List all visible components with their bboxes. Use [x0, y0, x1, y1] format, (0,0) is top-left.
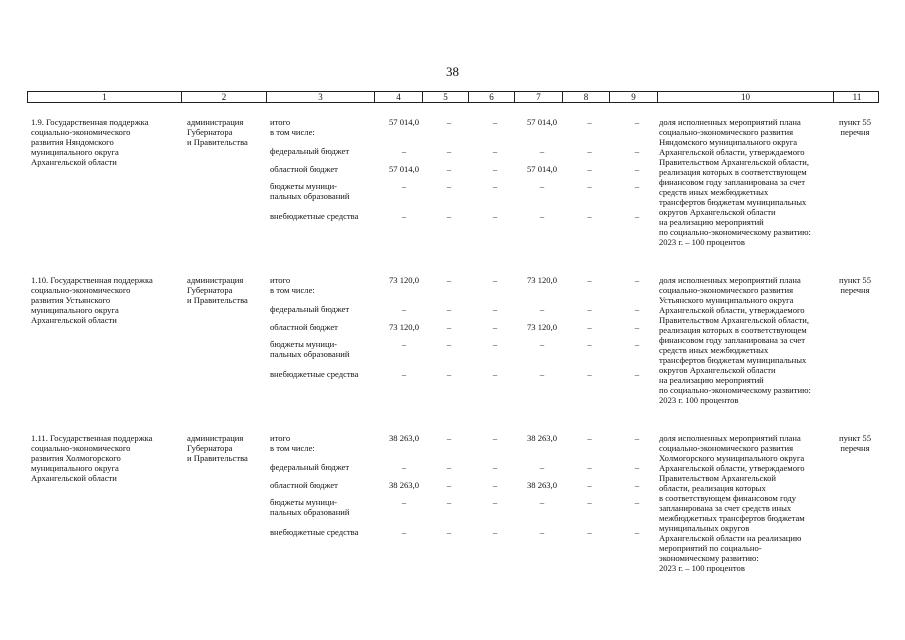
header-col-9: 9	[610, 92, 658, 102]
funding-source-label: областной бюджет	[270, 164, 338, 174]
table-row-block	[27, 275, 879, 425]
amount-cell: –	[446, 480, 452, 490]
amount-cell: –	[587, 146, 592, 156]
amount-cell: –	[492, 527, 498, 537]
executor: администрация Губернатора и Правительства	[187, 433, 248, 463]
amount-cell: –	[401, 211, 407, 221]
amount-cell: –	[492, 211, 498, 221]
header-col-1: 1	[28, 92, 182, 102]
funding-source-label: бюджеты муници- пальных образований	[270, 181, 350, 201]
amount-cell: 38 263,0	[388, 433, 420, 443]
amount-cell: 38 263,0	[526, 433, 558, 443]
amount-cell: –	[587, 181, 592, 191]
amount-cell: –	[539, 304, 545, 314]
amount-cell: –	[492, 480, 498, 490]
funding-source-label: внебюджетные средства	[270, 369, 359, 379]
amount-cell: 57 014,0	[526, 164, 558, 174]
amount-cell: –	[539, 369, 545, 379]
amount-cell: –	[587, 211, 592, 221]
header-col-3: 3	[267, 92, 375, 102]
amount-cell: 57 014,0	[388, 117, 420, 127]
clause-reference: пункт 55 перечня	[838, 433, 872, 453]
amount-cell: –	[539, 462, 545, 472]
amount-cell: –	[492, 369, 498, 379]
amount-cell: –	[401, 146, 407, 156]
funding-source-label: бюджеты муници- пальных образований	[270, 497, 350, 517]
header-col-8: 8	[563, 92, 610, 102]
funding-source-label: федеральный бюджет	[270, 146, 350, 156]
amount-cell: –	[539, 339, 545, 349]
amount-cell: 38 263,0	[526, 480, 558, 490]
funding-source-label: внебюджетные средства	[270, 527, 359, 537]
amount-cell: –	[446, 146, 452, 156]
amount-cell: –	[587, 322, 592, 332]
amount-cell: –	[634, 322, 640, 332]
amount-cell: –	[634, 480, 640, 490]
amount-cell: –	[587, 433, 592, 443]
header-col-6: 6	[469, 92, 515, 102]
amount-cell: –	[401, 304, 407, 314]
amount-cell: –	[587, 497, 592, 507]
clause-reference: пункт 55 перечня	[838, 117, 872, 137]
amount-cell: 73 120,0	[526, 322, 558, 332]
amount-cell: –	[446, 117, 452, 127]
amount-cell: –	[634, 497, 640, 507]
indicator-text: доля исполненных мероприятий плана социально-экономического развития Холмогорского муниципального округа Архангельской области, утверждаемого Правительством Архангельской области, реализация которых в соответствующем финансовом году запланирована за счет средств иных межбюджетных трансфертов бюджетам муниципальных округов Архангельской области на реализацию мероприятий по социально- экономическому развитию: 2023 г. – 100 процентов	[659, 433, 805, 573]
amount-cell: –	[634, 339, 640, 349]
amount-cell: –	[446, 275, 452, 285]
amount-cell: –	[446, 497, 452, 507]
amount-cell: –	[401, 369, 407, 379]
amount-cell: –	[492, 181, 498, 191]
amount-cell: –	[492, 275, 498, 285]
amount-cell: –	[492, 433, 498, 443]
header-col-10: 10	[658, 92, 834, 102]
amount-cell: –	[492, 164, 498, 174]
item-title: 1.10. Государственная поддержка социально-экономического развития Устьянского муниципального округа Архангельской области	[31, 275, 153, 325]
amount-cell: 73 120,0	[526, 275, 558, 285]
amount-cell: –	[634, 275, 640, 285]
amount-cell: –	[634, 304, 640, 314]
item-title: 1.9. Государственная поддержка социально-экономического развития Няндомского муниципального округа Архангельской области	[31, 117, 149, 167]
amount-cell: –	[401, 527, 407, 537]
amount-cell: –	[634, 462, 640, 472]
amount-cell: –	[634, 117, 640, 127]
amount-cell: –	[634, 181, 640, 191]
amount-cell: –	[634, 211, 640, 221]
header-col-7: 7	[515, 92, 563, 102]
amount-cell: –	[587, 480, 592, 490]
amount-cell: –	[401, 339, 407, 349]
amount-cell: –	[634, 527, 640, 537]
amount-cell: –	[539, 181, 545, 191]
amount-cell: –	[446, 322, 452, 332]
amount-cell: –	[587, 462, 592, 472]
amount-cell: –	[539, 146, 545, 156]
amount-cell: –	[587, 527, 592, 537]
amount-cell: –	[446, 527, 452, 537]
amount-cell: –	[446, 164, 452, 174]
executor: администрация Губернатора и Правительства	[187, 275, 248, 305]
amount-cell: –	[492, 497, 498, 507]
header-col-11: 11	[852, 92, 862, 102]
amount-cell: –	[446, 211, 452, 221]
amount-cell: –	[634, 433, 640, 443]
amount-cell: –	[587, 164, 592, 174]
header-col-4: 4	[375, 92, 423, 102]
table-header	[27, 91, 879, 103]
amount-cell: –	[587, 369, 592, 379]
amount-cell: –	[539, 211, 545, 221]
item-title: 1.11. Государственная поддержка социально-экономического развития Холмогорского муниципального округа Архангельской области	[31, 433, 153, 483]
amount-cell: –	[492, 462, 498, 472]
funding-source-label: итого в том числе:	[270, 275, 315, 295]
indicator-text: доля исполненных мероприятий плана социально-экономического развития Няндомского муниципального округа Архангельской области, утверждаемого Правительством Архангельской области, реализация которых в соответствующем финансовом году запланирована за счет средств иных межбюджетных трансфертов бюджетам муниципальных округов Архангельской области на реализацию мероприятий по социально-экономическому развитию: 2023 г. – 100 процентов	[659, 117, 811, 247]
amount-cell: –	[401, 497, 407, 507]
amount-cell: –	[587, 275, 592, 285]
header-col-5: 5	[423, 92, 469, 102]
clause-reference: пункт 55 перечня	[838, 275, 872, 295]
table-row-block	[27, 433, 879, 583]
amount-cell: –	[492, 304, 498, 314]
amount-cell: –	[446, 339, 452, 349]
amount-cell: –	[446, 369, 452, 379]
amount-cell: –	[587, 339, 592, 349]
funding-source-label: итого в том числе:	[270, 117, 315, 137]
amount-cell: –	[446, 181, 452, 191]
amount-cell: –	[401, 181, 407, 191]
funding-source-label: федеральный бюджет	[270, 462, 350, 472]
amount-cell: –	[446, 433, 452, 443]
amount-cell: –	[634, 369, 640, 379]
amount-cell: –	[634, 146, 640, 156]
amount-cell: –	[634, 164, 640, 174]
amount-cell: –	[492, 117, 498, 127]
amount-cell: 38 263,0	[388, 480, 420, 490]
amount-cell: –	[401, 462, 407, 472]
funding-source-label: областной бюджет	[270, 322, 338, 332]
amount-cell: –	[539, 497, 545, 507]
funding-source-label: областной бюджет	[270, 480, 338, 490]
amount-cell: 73 120,0	[388, 322, 420, 332]
amount-cell: –	[587, 117, 592, 127]
amount-cell: –	[492, 339, 498, 349]
amount-cell: –	[446, 462, 452, 472]
executor: администрация Губернатора и Правительства	[187, 117, 248, 147]
amount-cell: –	[492, 322, 498, 332]
table-row-block	[27, 117, 879, 267]
amount-cell: –	[446, 304, 452, 314]
funding-source-label: итого в том числе:	[270, 433, 315, 453]
amount-cell: 57 014,0	[388, 164, 420, 174]
funding-source-label: федеральный бюджет	[270, 304, 350, 314]
amount-cell: –	[587, 304, 592, 314]
header-col-2: 2	[182, 92, 267, 102]
amount-cell: 57 014,0	[526, 117, 558, 127]
indicator-text: доля исполненных мероприятий плана социально-экономического развития Устьянского муниципального округа Архангельской области, утверждаемого Правительством Архангельской области, реализация которых в соответствующем финансовом году запланирована за счет средств иных межбюджетных трансфертов бюджетам муниципальных округов Архангельской области на реализацию мероприятий по социально-экономическому развитию: 2023 г. 100 процентов	[659, 275, 811, 405]
funding-source-label: бюджеты муници- пальных образований	[270, 339, 350, 359]
amount-cell: –	[539, 527, 545, 537]
amount-cell: –	[492, 146, 498, 156]
amount-cell: 73 120,0	[388, 275, 420, 285]
funding-source-label: внебюджетные средства	[270, 211, 359, 221]
page-number: 38	[446, 64, 459, 79]
